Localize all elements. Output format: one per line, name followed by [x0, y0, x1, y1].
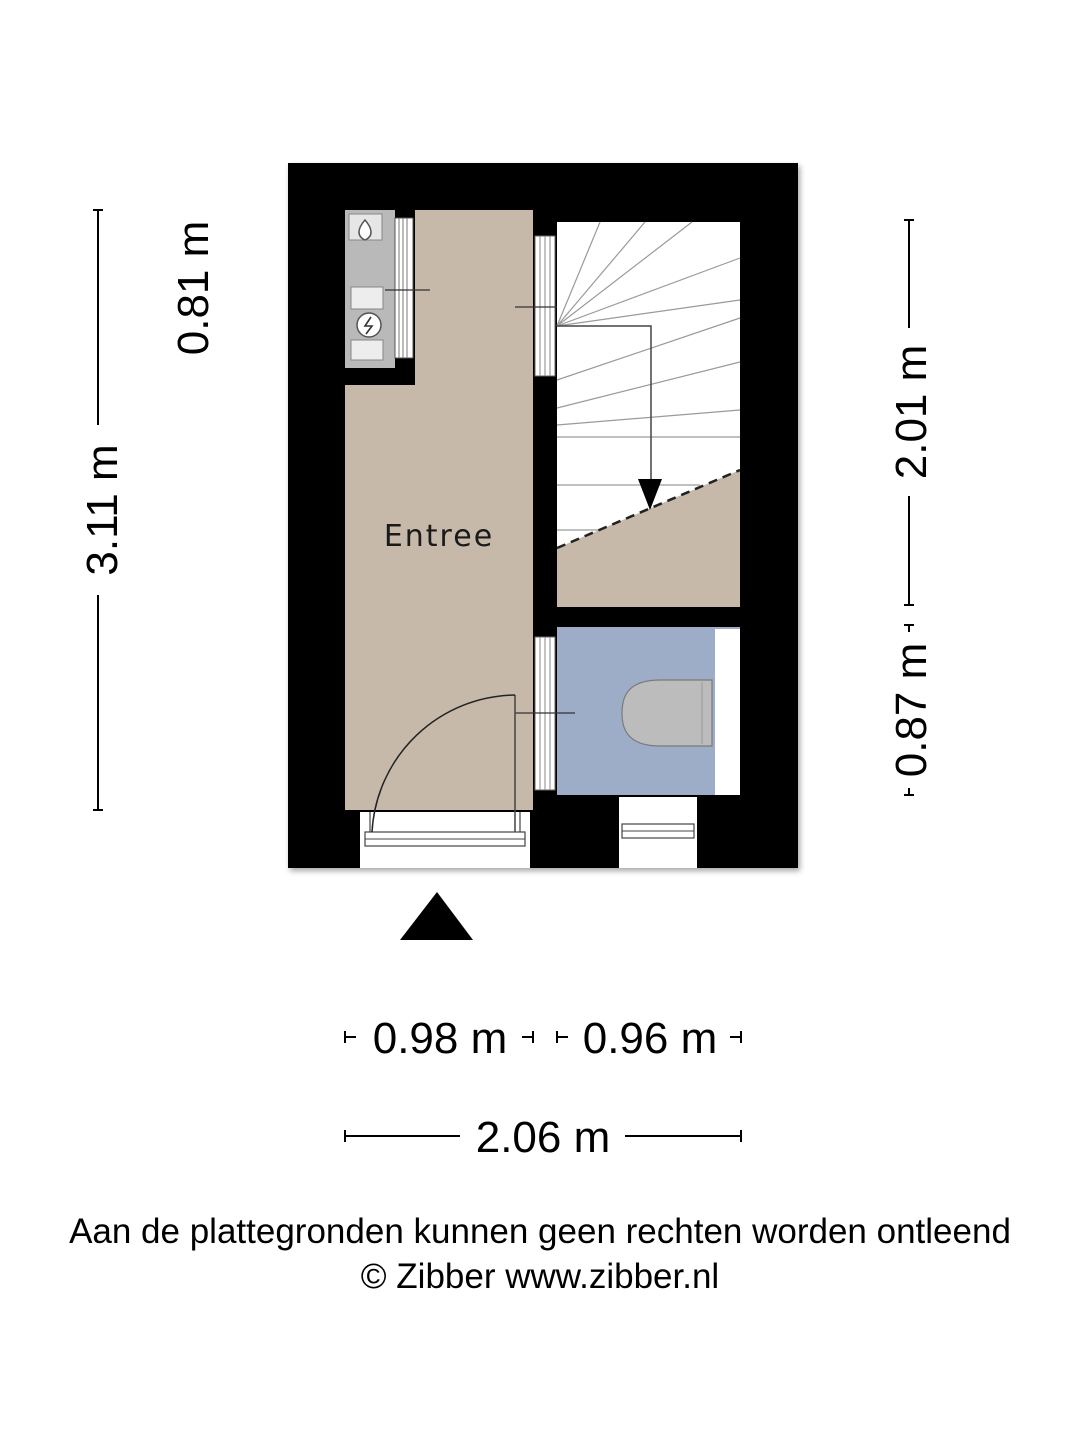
dimension-bottom-left: [345, 1014, 533, 1063]
svg-text:2.06 m: 2.06 m: [475, 1113, 611, 1162]
svg-text:3.11 m: 3.11 m: [78, 444, 127, 576]
room-label-entree: Entree: [383, 519, 495, 554]
svg-text:0.98 m: 0.98 m: [372, 1014, 508, 1063]
dimension-right-bottom: [887, 625, 936, 795]
copyright-text: © Zibber www.zibber.nl: [360, 1257, 720, 1296]
dimension-right-top: [887, 220, 936, 605]
toilet-window: [619, 797, 697, 868]
svg-text:0.96 m: 0.96 m: [582, 1014, 718, 1063]
entrance-arrow-icon: [400, 892, 473, 940]
dimension-left-top: 0.81 m: [169, 220, 218, 356]
disclaimer-text: Aan de plattegronden kunnen geen rechten worden ontleend: [69, 1212, 1011, 1251]
toilet-room: [557, 627, 740, 795]
stair-room: [557, 222, 740, 607]
svg-text:0.87 m: 0.87 m: [887, 642, 936, 778]
electric-meter-icon: [357, 313, 381, 337]
dimension-bottom-total: [345, 1113, 741, 1162]
dimension-left-total: [78, 210, 127, 810]
dimension-bottom-right: [557, 1014, 741, 1063]
svg-text:2.01 m: 2.01 m: [887, 344, 936, 480]
toilet-icon: [622, 680, 712, 746]
